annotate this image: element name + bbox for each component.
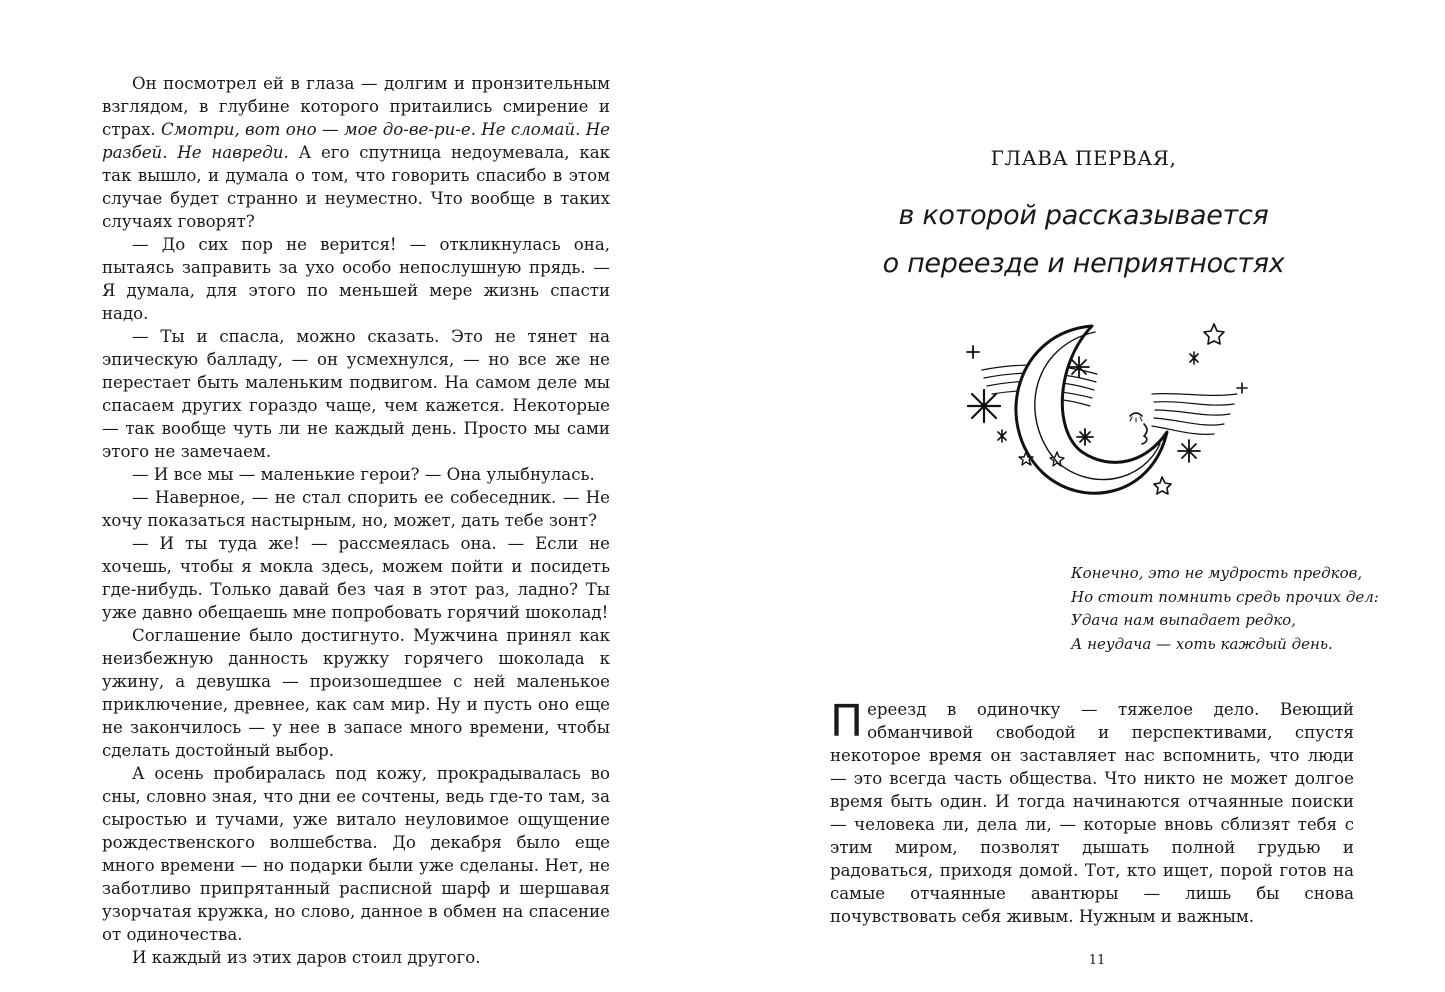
- paragraph-text: И каждый из этих даров стоил другого.: [132, 948, 481, 967]
- epigraph-line: А неудача — хоть каждый день.: [1071, 634, 1333, 653]
- epigraph-line: Удача нам выпадает редко,: [1071, 611, 1296, 629]
- crescent-moon-illustration-icon: [962, 312, 1252, 512]
- chapter-body-text: ереезд в одиночку — тяжелое дело. Веющий обманчивой свободой и перспективами, спустя некоторое время он заставляет нас вспомнить, что люди — это всегда часть общества. Что никто не может долгое время быть один. И тогда начинаются отчаянные поиски — человека ли, дела ли, — которые вновь сблизят тебя с этим миром, позволят дышать полной грудью и радоваться, приходя домой. Тот, кто ищет, порой готов на самые отчаянные авантюры — лишь бы снова почувствовать себя живым. Нужным и важным.: [830, 700, 1354, 926]
- chapter-body: [830, 698, 1354, 928]
- right-page: [722, 0, 1445, 992]
- paragraph: [102, 946, 610, 969]
- epigraph-line: Но стоит помнить средь прочих дел:: [1071, 587, 1379, 606]
- paragraph-text: — И все мы — маленькие герои? — Она улыбнулась.: [132, 465, 595, 484]
- paragraph-text: — До сих пор не верится! — откликнулась она, пытаясь заправить за ухо особо непослушную прядь. — Я думала, для этого по меньшей мере жизнь спасти надо.: [102, 235, 610, 323]
- chapter-title: [722, 192, 1445, 288]
- epigraph: [1071, 562, 1379, 656]
- paragraph: [102, 325, 610, 463]
- paragraph-text: — Наверное, — не стал спорить ее собеседник. — Не хочу показаться настырным, но, может, дать тебе зонт?: [102, 488, 610, 530]
- drop-cap: П: [830, 696, 864, 747]
- paragraph-text: Соглашение было достигнуто. Мужчина принял как неизбежную данность кружку горячего шоколада к ужину, а девушка — произошедшее с ней маленькое приключение, древнее, как сам мир. Ну и пусть оно еще не закончилось — у нее в запасе много времени, чтобы сделать достойный выбор.: [102, 626, 610, 760]
- chapter-title-line-2: о переезде и неприятностях: [882, 248, 1285, 279]
- paragraph: [102, 762, 610, 946]
- paragraph: [102, 486, 610, 532]
- epigraph-line: Конечно, это не мудрость предков,: [1071, 564, 1363, 582]
- paragraph: [102, 463, 610, 486]
- paragraph-text: — Ты и спасла, можно сказать. Это не тянет на эпическую балладу, — он усмехнулся, — но все же не перестает быть маленьким подвигом. На самом деле мы спасаем других гораздо чаще, чем кажется. Некоторые — так вообще чуть ли не каждый день. Просто мы сами этого не замечаем.: [102, 327, 610, 461]
- paragraph: [102, 72, 610, 233]
- paragraph-text: — И ты туда же! — рассмеялась она. — Если не хочешь, чтобы я мокла здесь, можем пойти и посидеть где-нибудь. Только давай без чая в этот раз, ладно? Ты уже давно обещаешь мне попробовать горячий шоколад!: [102, 534, 610, 622]
- paragraph-text: А осень пробиралась под кожу, прокрадывалась во сны, словно зная, что дни ее сочтены, ведь где-то там, за сыростью и тучами, уже витало неуловимое ощущение рождественского волшебства. До декабря было еще много времени — но подарки были уже сделаны. Нет, не заботливо припрятанный расписной шарф и шершавая узорчатая кружка, но слово, данное в обмен на спасение от одиночества.: [102, 764, 610, 944]
- paragraph: [102, 624, 610, 762]
- paragraph: [102, 233, 610, 325]
- left-page: [0, 0, 722, 992]
- page-number: 11: [1088, 953, 1106, 968]
- chapter-label: ГЛАВА ПЕРВАЯ,: [990, 146, 1177, 170]
- paragraph-text: А его спутница недоумевала, как так вышло, и думала о том, что говорить спасибо в этом случае будет странно и неуместно. Что вообще в таких случаях говорят?: [102, 143, 610, 231]
- chapter-opening-paragraph: [830, 698, 1354, 928]
- left-page-text: [102, 72, 610, 969]
- paragraph: [102, 532, 610, 624]
- paragraph-text: Он посмотрел ей в глаза — долгим и пронзительным взглядом, в глубине которого притаились смирение и страх.: [102, 74, 610, 139]
- italic-text: Смотри, вот оно — мое до-ве-ри-е. Не сломай. Не разбей. Не навреди.: [102, 120, 610, 162]
- chapter-title-line-1: в которой рассказывается: [898, 200, 1269, 231]
